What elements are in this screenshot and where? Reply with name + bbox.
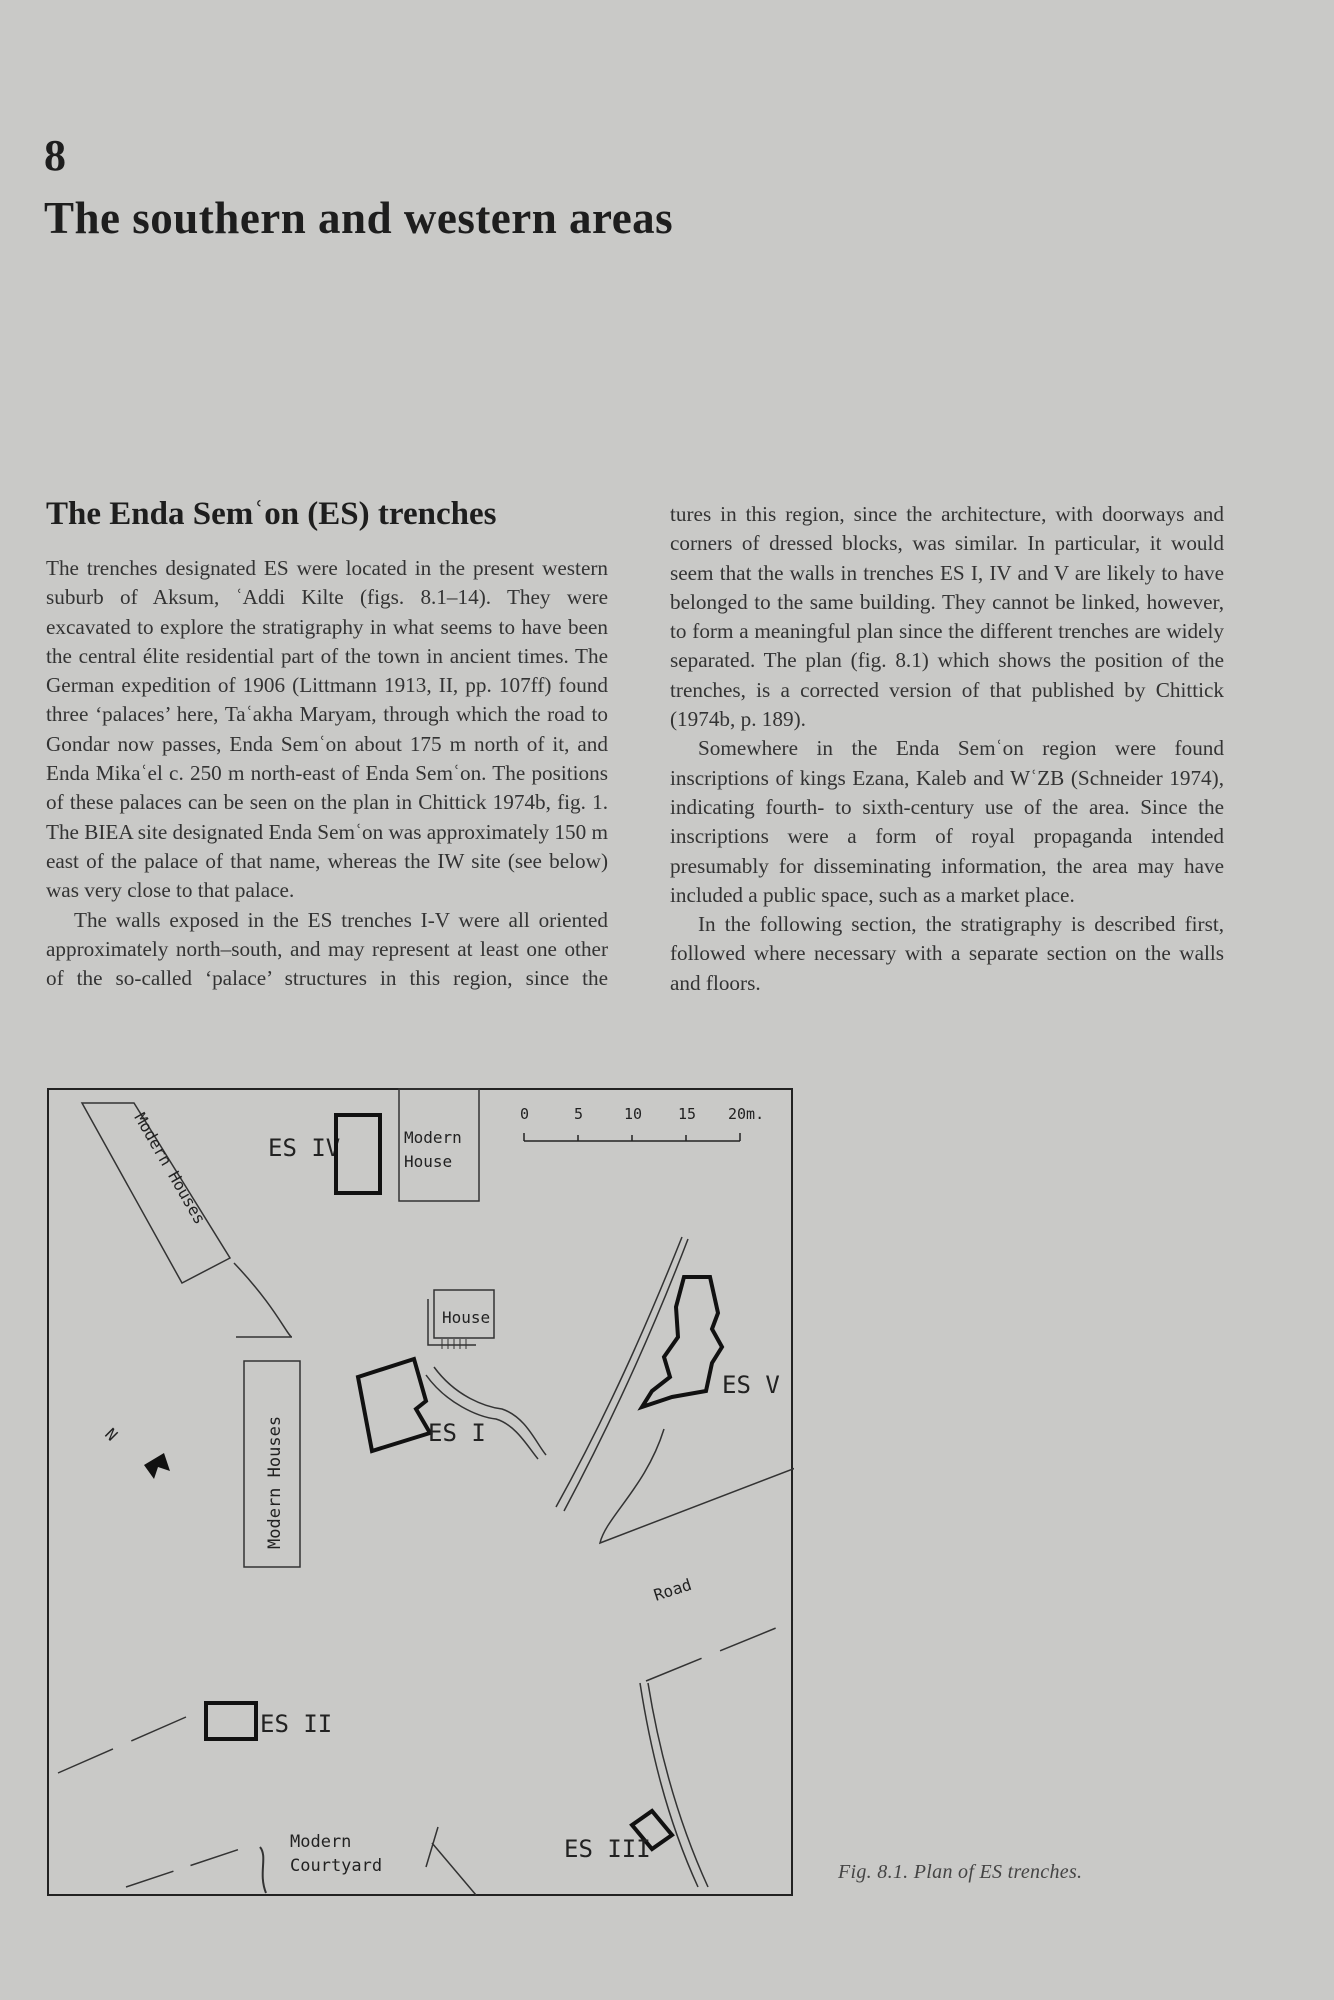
courtyard-boundary-1 [126, 1847, 246, 1887]
paragraph-2-continued: tures in this region, since the architecture, with doorways and corners of dressed blocks, was similar. In particular, it would seem that the walls in trenches ES I, IV and V are likely to have belonged to the same building. They cannot be linked, however, to form a meaningful plan since the different trenches are widely separated. The plan (fig. 8.1) which shows the position of the trenches, is a corrected version of that published by Chittick (1974b, p. 189). [670, 502, 1224, 732]
scale-15: 15 [678, 1105, 697, 1123]
courtyard-label-1: Modern [290, 1832, 352, 1852]
section-heading: The Enda Semʿon (ES) trenches [46, 496, 497, 532]
modern-house-label-1: Modern [404, 1128, 462, 1147]
road-curve-lower [600, 1429, 794, 1543]
scale-5: 5 [574, 1105, 584, 1123]
dashed-boundary-right [646, 1619, 794, 1681]
es-ii-trench [206, 1703, 256, 1739]
paragraph-3: Somewhere in the Enda Semʿon region were found inscriptions of kings Ezana, Kaleb and WʿZB (Schneider 1974), indicating fourth- to sixth-century use of the area. Since the inscriptions were a form of royal propaganda intended presumably for disseminating information, the area may have included a public space, such as a market place. [670, 736, 1224, 907]
house-steps [442, 1339, 466, 1349]
house-label: House [442, 1308, 491, 1327]
figure-plan [46, 1087, 794, 1898]
scale-10: 10 [624, 1105, 643, 1123]
road-label: Road [651, 1574, 694, 1605]
figure-frame [48, 1089, 792, 1895]
es-v-trench [642, 1277, 722, 1407]
road-line-left [556, 1237, 682, 1507]
road-to-es-iii-b [648, 1683, 708, 1887]
north-arrow [101, 1424, 170, 1479]
paragraph-2: The walls exposed in the ES trenches I-V were all oriented approximately north–south, and may represent at least one other of the so-called ‘palace’ structures in this region, since the [46, 907, 608, 991]
paragraph-4: In the following section, the stratigraphy is described first, followed where necessary with a separate section on the walls and floors. [670, 912, 1224, 995]
chapter-title: The southern and western areas [44, 193, 674, 243]
courtyard-diagonal-wall [426, 1827, 476, 1895]
dashed-boundary-left [58, 1717, 186, 1773]
es-i-label: ES I [428, 1419, 486, 1447]
es-iii-label: ES III [564, 1835, 651, 1863]
text-column-right [670, 500, 1224, 998]
scale-bar [520, 1105, 764, 1141]
modern-houses-diag-label: Modern Houses [130, 1109, 210, 1228]
paragraph-1: The trenches designated ES were located in the present western suburb of Aksum, ʿAddi Kilte (figs. 8.1–14). They were excavated to explore the stratigraphy in what seems to have been the central élite residential part of the town in ancient times. The German expedition of 1906 (Littmann 1913, II, pp. 107ff) found three ‘palaces’ here, Taʿakha Maryam, through which the road to Gondar now passes, Enda Semʿon about 175 m north of it, and Enda Mikaʿel c. 250 m north-east of Enda Semʿon. The positions of these palaces can be seen on the plan in Chittick 1974b, fig. 1. The BIEA site designated Enda Semʿon was approximately 150 m east of the palace of that name, whereas the IW site (see below) was very close to that palace. [46, 556, 608, 903]
es-iv-label: ES IV [268, 1134, 341, 1162]
es-iv-trench [336, 1115, 380, 1193]
courtyard-wall [260, 1847, 266, 1893]
curved-wall-top-left [234, 1263, 292, 1337]
figure-caption: Fig. 8.1. Plan of ES trenches. [838, 1861, 1083, 1883]
plan-drawing [46, 1087, 794, 1898]
scale-20: 20m. [728, 1105, 765, 1123]
es-ii-label: ES II [260, 1710, 333, 1738]
chapter-number: 8 [44, 131, 66, 180]
es-i-trench [358, 1359, 430, 1451]
es-v-label: ES V [722, 1371, 780, 1399]
north-arrow-icon [144, 1453, 170, 1479]
courtyard-label-2: Courtyard [290, 1856, 383, 1876]
north-label: N [101, 1424, 122, 1445]
scale-0: 0 [520, 1105, 530, 1123]
text-column-left [46, 554, 608, 994]
modern-houses-vert-label: Modern Houses [265, 1415, 285, 1549]
modern-house-label-2: House [404, 1152, 453, 1171]
